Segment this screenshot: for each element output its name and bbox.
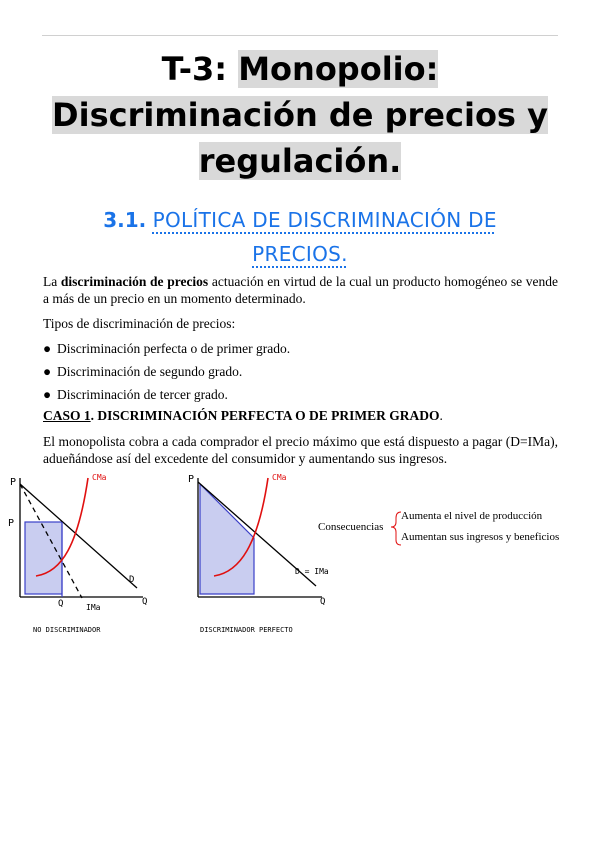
consecuencia-item: Aumenta el nivel de producción <box>401 510 543 522</box>
q-axis-label-2: Q <box>320 597 326 607</box>
title-prefix: T-3: <box>161 50 239 88</box>
consecuencias-label: Consecuencias <box>318 521 384 533</box>
caso-end: . <box>439 408 443 423</box>
list-item: ● Discriminación perfecta o de primer grado. <box>43 341 291 356</box>
tipos-heading: Tipos de discriminación de precios: <box>43 316 236 331</box>
title-line2: Discriminación de precios y <box>52 96 548 134</box>
bullet-text: Discriminación de tercer grado. <box>57 387 228 402</box>
revenue-area <box>200 484 254 594</box>
bullet-text: Discriminación perfecta o de primer grado. <box>57 341 291 356</box>
revenue-rect <box>25 522 62 594</box>
title-line3: regulación. <box>198 142 402 180</box>
graph-discriminador-perfecto <box>188 473 329 634</box>
caption-discriminador-perfecto: DISCRIMINADOR PERFECTO <box>200 626 293 634</box>
cma-label-2: CMa <box>272 473 287 482</box>
section-text-line1: POLÍTICA DE DISCRIMINACIÓN DE <box>152 208 497 232</box>
section-number: 3.1. <box>103 208 147 232</box>
caso-label: CASO 1 <box>43 408 91 423</box>
intro-bold: discriminación de precios <box>60 274 209 289</box>
caso-text: . DISCRIMINACIÓN PERFECTA O DE PRIMER GRADO <box>90 408 440 423</box>
p-level-label: P <box>8 518 15 529</box>
q-axis-label: Q <box>142 597 148 607</box>
intro-pre: La <box>43 274 61 289</box>
consecuencia-item: Aumentan sus ingresos y beneficios <box>401 531 560 543</box>
d-label: D <box>129 575 135 585</box>
section-text-line2: PRECIOS. <box>252 242 348 266</box>
q-label: Q <box>58 599 64 609</box>
d-ima-label: D = IMa <box>295 567 329 576</box>
consecuencias-block <box>318 510 559 545</box>
caso-body: El monopolista cobra a cada comprador el precio máximo que está dispuesto a pagar (D=IMa), adueñándose así del excedente del consumidor y aumentando sus ingresos. <box>43 434 558 466</box>
bullet-text: Discriminación de segundo grado. <box>57 364 243 379</box>
title-line1: Monopolio: <box>238 50 439 88</box>
caption-no-discriminador: NO DISCRIMINADOR <box>33 626 101 634</box>
graph-no-discriminador <box>8 473 147 634</box>
cma-label: CMa <box>92 473 107 482</box>
consecuencias-bracket <box>391 512 401 545</box>
p-axis-label-2: P <box>188 474 195 485</box>
intro-post: actuación en virtud de la cual un producto homogéneo se vende a más de un precio en un momento determinado. <box>43 274 558 306</box>
list-item: ● Discriminación de tercer grado. <box>43 387 228 402</box>
p-axis-label: P <box>10 477 17 488</box>
list-item: ● Discriminación de segundo grado. <box>43 364 243 379</box>
ima-label: IMa <box>86 603 101 612</box>
